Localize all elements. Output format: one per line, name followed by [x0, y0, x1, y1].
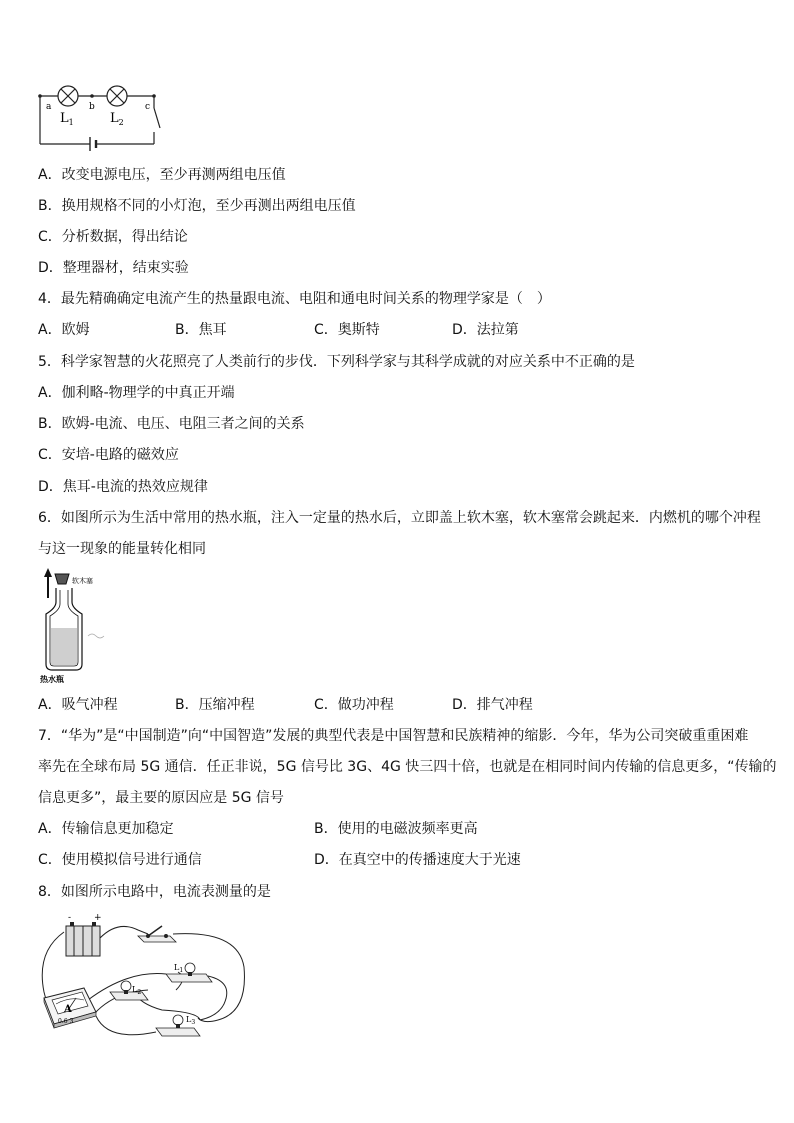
fig1-label-c: c [145, 102, 151, 112]
q7-stem-line2: 率先在全球布局 5G 通信．任正非说，5G 信号比 3G、4G 快三四十倍，也就是在相同时间内传输的信息更多，“传输的 [38, 759, 777, 775]
thermos-figure [36, 568, 126, 688]
thermos-label: 热水瓶 [40, 675, 64, 684]
bulb-l1-icon [166, 963, 212, 982]
q4-option-c: C．奥斯特 [314, 322, 380, 338]
q4-option-b: B．焦耳 [175, 322, 227, 338]
q6-option-c: C．做功冲程 [314, 697, 394, 713]
q6-stem-line2: 与这一现象的能量转化相同 [38, 541, 206, 557]
label-l2: $L_2$ [132, 985, 142, 996]
fig1-label-l1: $L_1$ [60, 111, 74, 127]
q6-option-a: A．吸气冲程 [38, 697, 118, 713]
fig1-label-l2: $L_2$ [110, 111, 124, 127]
q4-stem: 4．最先精确确定电流产生的热量跟电流、电阻和通电时间关系的物理学家是（ ） [38, 291, 551, 307]
q6-option-d: D．排气冲程 [452, 697, 533, 713]
battery-plus: + [94, 913, 102, 923]
q5-option-a: A．伽利略-物理学的中真正开端 [38, 385, 235, 401]
q5-option-b: B．欧姆-电流、电压、电阻三者之间的关系 [38, 416, 305, 432]
battery-minus: - [68, 913, 72, 923]
q7-option-b: B．使用的电磁波频率更高 [314, 821, 478, 837]
q3-option-a: A．改变电源电压，至少再测两组电压值 [38, 167, 286, 183]
q3-option-c: C．分析数据，得出结论 [38, 229, 188, 245]
series-circuit-figure [34, 80, 164, 160]
q3-option-d: D．整理器材，结束实验 [38, 260, 189, 276]
q5-stem: 5．科学家智慧的火花照亮了人类前行的步伐．下列科学家与其科学成就的对应关系中不正确的是 [38, 354, 635, 370]
ammeter-label: A [64, 1004, 72, 1015]
battery-icon [66, 922, 100, 956]
fig1-label-b: b [89, 102, 95, 112]
q7-stem-line1: 7．“华为”是“中国制造”向“中国智造”发展的典型代表是中国智慧和民族精神的缩影．今年，华为公司突破重重困难 [38, 728, 749, 744]
q6-stem-line1: 6．如图所示为生活中常用的热水瓶，注入一定量的热水后，立即盖上软木塞，软木塞常会跳起来．内燃机的哪个冲程 [38, 510, 761, 526]
q7-stem-line3: 信息更多”，最主要的原因应是 5G 信号 [38, 790, 284, 806]
q3-option-b: B．换用规格不同的小灯泡，至少再测出两组电压值 [38, 198, 356, 214]
q4-option-d: D．法拉第 [452, 322, 519, 338]
q4-option-a: A．欧姆 [38, 322, 90, 338]
label-l1: $L_1$ [174, 963, 184, 974]
q7-option-a: A．传输信息更加稳定 [38, 821, 174, 837]
ammeter-scale: 0.6 3 [58, 1018, 74, 1025]
q7-option-d: D．在真空中的传播速度大于光速 [314, 852, 521, 868]
q5-option-c: C．安培-电路的磁效应 [38, 447, 179, 463]
q5-option-d: D．焦耳-电流的热效应规律 [38, 479, 208, 495]
fig1-label-a: a [46, 102, 52, 112]
q8-stem: 8．如图所示电路中，电流表测量的是 [38, 884, 271, 900]
circuit-physical-figure [38, 912, 248, 1052]
cork-label: 软木塞 [72, 577, 93, 585]
switch-icon [138, 926, 176, 942]
q7-option-c: C．使用模拟信号进行通信 [38, 852, 202, 868]
q6-option-b: B．压缩冲程 [175, 697, 255, 713]
label-l3: $L_3$ [186, 1015, 196, 1026]
